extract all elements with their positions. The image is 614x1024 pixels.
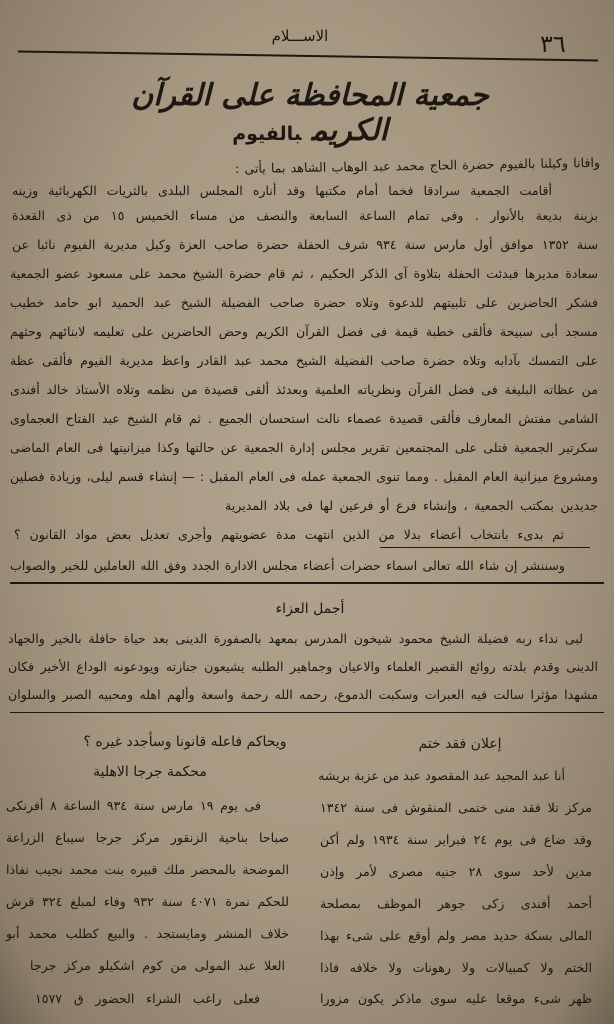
- page-number: ٣٦: [540, 30, 566, 58]
- section-divider: [10, 712, 604, 713]
- ad-line: للحكم نمرة ٤٠٧١ سنة ٩٣٢ وفاء لمبلغ ٣٢٤ قرش: [6, 894, 289, 909]
- ad-line: الختم ولا كمبيالات ولا رهونات ولا خلافه فاذا: [320, 960, 592, 975]
- ad-line: خلاف المنشر ومايستجد . والبيع كطلب محمد أبو: [6, 926, 289, 941]
- ad-line: العلا عبد المولى من كوم اشكيلو مركز جرجا: [30, 958, 285, 973]
- article-line: سنة ١٣٥٢ موافق أول مارس سنة ٩٣٤ شرف الحفلة حضرة صاحب العزة وكيل مديرية الفيوم نائبا عن: [12, 237, 598, 252]
- article-line: ومشروع ميزانية العام المقبل . ومما تنوى الجمعية عمله فى العام المقبل : — إنشاء قسم ليلى، وزيادة فصلين: [10, 469, 598, 484]
- underline: [380, 547, 590, 548]
- ad-line: الموضحة بالمحضر ملك قبيره بنت محمد نجيب نفاذا: [6, 862, 289, 877]
- ad-line: المالى بسكة حديد مصر ولم أوقع على شىء بهذا: [320, 928, 592, 943]
- ad-line: فعلى راغب الشراء الحضور ق ١٥٧٧: [35, 991, 260, 1006]
- obituary-line: لبى نداء ربه فضيلة الشيخ محمود شيخون المدرس بمعهد بالصفورة الدينى بعد حياة حافلة بالخير والجهاد: [8, 631, 583, 646]
- obituary-title: أجمل العزاء: [275, 601, 345, 617]
- article-line: من عظاته البليغة فى فضل القرآن ونظرياته العلمية وبعدئذ ألقى قصيدة من نظمه وتلاه الأستاذ خالد أفندى: [10, 382, 598, 397]
- article-line: الشامى مفتش المعارف فألقى قصيدة عصماء نالت استحسان الجميع . ثم قام الشيخ عبد الفتاح العجماوى: [10, 411, 598, 426]
- obituary-line: مشهدا مؤثرا سالت فيه العبرات وسكبت الدموع، رحمه الله رحمة واسعة وألهم اهله ومحبيه الصبر والسلوان: [8, 687, 598, 702]
- article-line: على التمسك بآدابه وتلاه حضرة صاحب الفضيلة الشيخ محمد عبد القادر واعظ مديرية الفيوم فألقى عظة: [10, 353, 598, 368]
- running-header-title: الاســـلام: [271, 27, 329, 45]
- section-divider: [10, 582, 604, 584]
- article-line: جديدين بمكتب الجمعية ، وإنشاء فرع أو فرعين لها فى بلاد المديرية: [225, 498, 598, 513]
- article-title: [120, 78, 500, 148]
- article-line: وسننشر إن شاء الله تعالى اسماء حضرات أعضاء مجلس الادارة الجدد وفق الله العاملين للخير والصواب: [10, 558, 565, 573]
- ad-line: وقد ضاع فى يوم ٢٤ فبراير سنة ١٩٣٤ ولم أكن: [320, 832, 592, 847]
- header-rule: [18, 50, 598, 61]
- court-name: محكمة جرجا الاهلية: [93, 764, 207, 780]
- ad-line: أنا عبد المجيد عبد المقصود عبد من عزبة بريشه: [318, 768, 565, 783]
- article-title-suffix: بالفيوم: [232, 123, 302, 145]
- article-line: مسجد أبى سبيحة فألقى خطبة قيمة فى فضل القرآن الكريم وحض الحاضرين على تعليمه لابنائهم وحثهم: [10, 324, 598, 339]
- ad-line: فى يوم ١٩ مارس سنة ٩٣٤ الساعة ٨ أفرنكى: [6, 798, 261, 813]
- article-title-text: جمعية المحافظة على القرآن الكريم: [131, 78, 489, 148]
- article-line: ثم بدىء بانتخاب أعضاء بدلا من الذين انتهت مدة عضويتهم وأجرى تعديل بعض مواد القانون ؟: [14, 527, 564, 542]
- ad-line: أحمد أفندى زكى جوهر الموظف بمصلحة: [320, 896, 592, 911]
- ad-line: مركز تلا فقد منى ختمى المنقوش فى سنة ١٣٤٢: [320, 800, 592, 815]
- article-line: سعادة مديرها فبدئت الحفلة بتلاوة آى الذكر الحكيم ، ثم قام حضرة الشيخ محمد على مسعود عضو الجمعية: [10, 266, 598, 281]
- article-line: فشكر الحاضرين على تلبيتهم للدعوة وتلاه حضرة صاحب الفضيلة الشيخ عبد الحميد ابو حامد خطيب: [10, 295, 598, 310]
- article-line: سكرتير الجمعية فتلى على المجتمعين تقرير مجلس إدارة الجمعية عن حالتها وكذا ميزانيتها فى العام الماضى: [10, 440, 598, 455]
- ad-title: ويحاكم فاعله قانونا وسأجدد غيره ؟: [83, 734, 287, 750]
- ad-line: مدين لأحد سوى ٢٨ جنيه مصرى لأمر وإذن: [320, 864, 593, 879]
- ad-line: ظهر شىء موقعا عليه سوى ماذكر يكون مزورا: [320, 991, 592, 1006]
- ad-title: إعلان فقد ختم: [418, 736, 502, 752]
- obituary-line: الدينى وقدم بلدته روائع القصير العلماء والاعيان وجماهير الطلبه يشيعون جنازته ويودعونه الوداع الأخير فكان: [8, 659, 598, 674]
- article-line: أقامت الجمعية سرادقا فخما أمام مكتبها وقد أناره المجلس البلدى بالثريات الكهربائية وزينه: [12, 183, 552, 198]
- ad-line: صباحا بناحية الزنقور مركز جرجا سيباع الزراعة: [6, 830, 289, 845]
- article-line: وافانا وكيلنا بالفيوم حضرة الحاج محمد عبد الوهاب الشاهد بما يأتى :: [234, 154, 601, 177]
- article-line: بزينة بديعة بالأنوار . وفى تمام الساعة السابعة والنصف من مساء الخميس ١٥ من ذى القعدة: [12, 208, 598, 223]
